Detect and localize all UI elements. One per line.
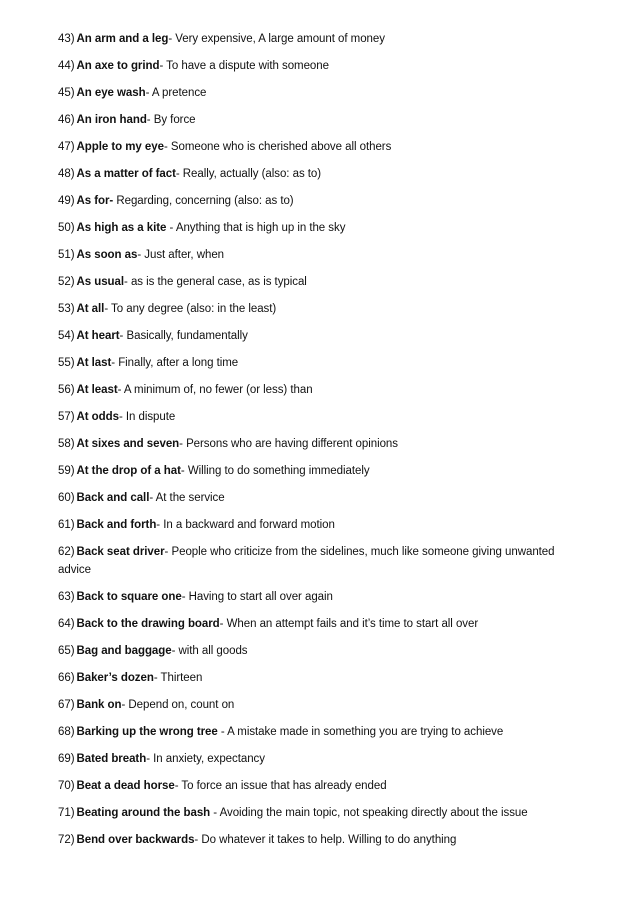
idiom-term: Back seat driver (76, 546, 165, 558)
entry-number: 49) (58, 195, 75, 207)
entry-number: 60) (58, 492, 75, 504)
entry-number: 58) (58, 438, 75, 450)
idiom-entry (58, 354, 578, 372)
idiom-definition: - Basically, fundamentally (119, 330, 248, 342)
idiom-term: At odds (76, 411, 119, 423)
idiom-term: As high as a kite (76, 222, 167, 234)
idiom-entry (58, 588, 578, 606)
idiom-entry (58, 30, 578, 48)
idiom-definition: - Do whatever it takes to help. Willing to do anything (194, 834, 457, 846)
idiom-term: Bank on (76, 699, 122, 711)
idiom-term: Beating around the bash (76, 807, 211, 819)
idiom-term: As for- (76, 195, 114, 207)
idiom-term: Bag and baggage (76, 645, 172, 657)
idiom-definition: - Willing to do something immediately (180, 465, 370, 477)
idiom-list (58, 30, 578, 858)
entry-number: 72) (58, 834, 75, 846)
idiom-term: Back and call (76, 492, 150, 504)
idiom-entry (58, 669, 578, 687)
entry-number: 43) (58, 33, 75, 45)
idiom-term: Back to the drawing board (76, 618, 220, 630)
entry-number: 48) (58, 168, 75, 180)
idiom-entry (58, 435, 578, 453)
entry-number: 57) (58, 411, 75, 423)
idiom-entry (58, 831, 578, 849)
idiom-entry (58, 246, 578, 264)
idiom-entry (58, 57, 578, 75)
idiom-term: Back to square one (76, 591, 182, 603)
entry-number: 51) (58, 249, 75, 261)
idiom-definition: - By force (146, 114, 196, 126)
entry-number: 44) (58, 60, 75, 72)
idiom-definition: Regarding, concerning (also: as to) (113, 195, 294, 207)
entry-number: 50) (58, 222, 75, 234)
idiom-entry (58, 408, 578, 426)
idiom-definition: - When an attempt fails and it’s time to start all over (219, 618, 479, 630)
idiom-definition: - People who criticize from the sidelines, much like someone giving unwanted advice (58, 546, 555, 576)
idiom-term: At least (76, 384, 118, 396)
idiom-term: Baker’s dozen (76, 672, 154, 684)
idiom-term: Apple to my eye (76, 141, 164, 153)
idiom-definition: - In a backward and forward motion (156, 519, 335, 531)
idiom-entry (58, 300, 578, 318)
entry-number: 54) (58, 330, 75, 342)
entry-number: 59) (58, 465, 75, 477)
idiom-definition: - as is the general case, as is typical (124, 276, 307, 288)
idiom-entry (58, 750, 578, 768)
idiom-definition: - Finally, after a long time (111, 357, 239, 369)
idiom-term: As soon as (76, 249, 138, 261)
entry-number: 69) (58, 753, 75, 765)
idiom-entry (58, 696, 578, 714)
idiom-term: Bated breath (76, 753, 147, 765)
entry-number: 47) (58, 141, 75, 153)
idiom-term: At heart (76, 330, 120, 342)
idiom-entry (58, 165, 578, 183)
idiom-definition: - To any degree (also: in the least) (104, 303, 277, 315)
idiom-term: Barking up the wrong tree (76, 726, 218, 738)
idiom-entry (58, 84, 578, 102)
entry-number: 64) (58, 618, 75, 630)
idiom-term: At last (76, 357, 112, 369)
idiom-definition: - A pretence (145, 87, 207, 99)
entry-number: 46) (58, 114, 75, 126)
idiom-entry (58, 192, 578, 210)
idiom-definition: - In anxiety, expectancy (146, 753, 265, 765)
idiom-definition: - Someone who is cherished above all others (163, 141, 392, 153)
idiom-definition: - A minimum of, no fewer (or less) than (117, 384, 313, 396)
idiom-definition: - Thirteen (153, 672, 203, 684)
entry-number: 71) (58, 807, 75, 819)
entry-number: 52) (58, 276, 75, 288)
idiom-entry (58, 111, 578, 129)
idiom-definition: - with all goods (171, 645, 248, 657)
entry-number: 63) (58, 591, 75, 603)
idiom-term: At all (76, 303, 105, 315)
idiom-definition: - To have a dispute with someone (159, 60, 329, 72)
idiom-term: Beat a dead horse (76, 780, 175, 792)
entry-number: 56) (58, 384, 75, 396)
idiom-entry (58, 327, 578, 345)
idiom-entry (58, 543, 578, 579)
idiom-entry (58, 219, 578, 237)
idiom-definition: - Really, actually (also: as to) (175, 168, 322, 180)
idiom-entry (58, 516, 578, 534)
idiom-term: An eye wash (76, 87, 146, 99)
idiom-term: An arm and a leg (76, 33, 169, 45)
idiom-entry (58, 273, 578, 291)
idiom-entry (58, 642, 578, 660)
entry-number: 45) (58, 87, 75, 99)
idiom-entry (58, 489, 578, 507)
idiom-definition: - Very expensive, A large amount of money (168, 33, 385, 45)
idiom-entry (58, 777, 578, 795)
idiom-definition: - At the service (149, 492, 225, 504)
idiom-term: As usual (76, 276, 125, 288)
entry-number: 68) (58, 726, 75, 738)
idiom-definition: - In dispute (118, 411, 176, 423)
entry-number: 65) (58, 645, 75, 657)
idiom-term: Bend over backwards (76, 834, 195, 846)
entry-number: 66) (58, 672, 75, 684)
entry-number: 70) (58, 780, 75, 792)
idiom-term: An iron hand (76, 114, 147, 126)
idiom-entry (58, 138, 578, 156)
idiom-definition: - Avoiding the main topic, not speaking directly about the issue (210, 807, 528, 819)
entry-number: 53) (58, 303, 75, 315)
idiom-definition: - Depend on, count on (121, 699, 235, 711)
idiom-definition: - Anything that is high up in the sky (166, 222, 346, 234)
idiom-term: As a matter of fact (76, 168, 176, 180)
idiom-definition: - To force an issue that has already ended (174, 780, 387, 792)
idiom-entry (58, 381, 578, 399)
idiom-entry (58, 615, 578, 633)
idiom-term: At sixes and seven (76, 438, 180, 450)
idiom-entry (58, 462, 578, 480)
entry-number: 55) (58, 357, 75, 369)
idiom-definition: - A mistake made in something you are trying to achieve (217, 726, 504, 738)
entry-number: 61) (58, 519, 75, 531)
idiom-term: At the drop of a hat (76, 465, 181, 477)
idiom-entry (58, 804, 578, 822)
idiom-definition: - Just after, when (137, 249, 225, 261)
entry-number: 67) (58, 699, 75, 711)
idiom-entry (58, 723, 578, 741)
idiom-definition: - Having to start all over again (181, 591, 333, 603)
entry-number: 62) (58, 546, 75, 558)
idiom-definition: - Persons who are having different opinions (179, 438, 398, 450)
idiom-term: An axe to grind (76, 60, 160, 72)
idiom-term: Back and forth (76, 519, 157, 531)
